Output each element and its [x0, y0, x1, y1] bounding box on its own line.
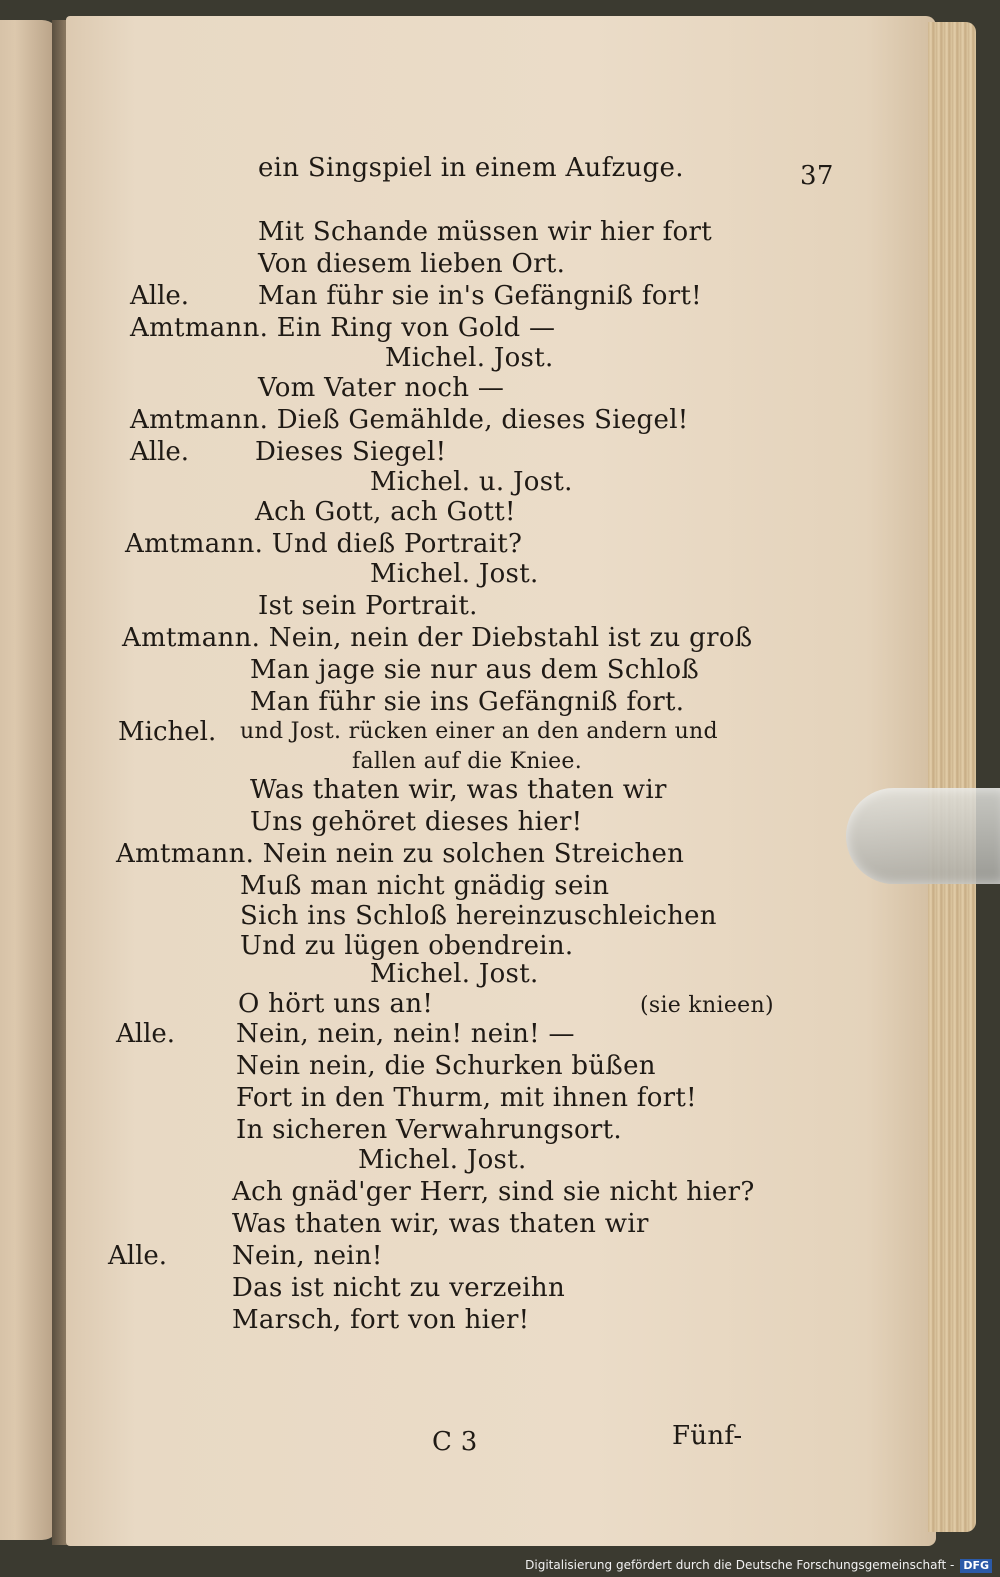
- dfg-logo: DFG: [960, 1559, 992, 1573]
- stage-direction: (sie knieen): [640, 993, 774, 1018]
- page-number: 37: [800, 161, 834, 191]
- verse-line: Nein nein, die Schurken büßen: [236, 1051, 656, 1081]
- verse-line: Und zu lügen obendrein.: [240, 931, 574, 961]
- verse-line: Muß man nicht gnädig sein: [240, 871, 610, 901]
- verse-line: Dieses Siegel!: [255, 437, 447, 467]
- speaker-label: Alle.: [130, 437, 190, 467]
- verse-line: Man jage sie nur aus dem Schloß: [250, 655, 700, 685]
- speaker-label: Alle.: [108, 1241, 168, 1271]
- verse-line: Man führ sie ins Gefängniß fort.: [250, 687, 685, 717]
- verse-line: Ach gnäd'ger Herr, sind sie nicht hier?: [232, 1177, 755, 1207]
- verse-line: Sich ins Schloß hereinzuschleichen: [240, 901, 717, 931]
- speaker-label: Alle.: [130, 281, 190, 311]
- digitization-credit: [525, 1555, 992, 1575]
- verse-line: Marsch, fort von hier!: [232, 1305, 530, 1335]
- speaker-heading: Michel. u. Jost.: [370, 467, 573, 497]
- verse-line: Vom Vater noch —: [258, 373, 505, 403]
- speaker-heading: Michel. Jost.: [358, 1145, 527, 1175]
- speaker-heading: Michel. Jost.: [370, 959, 539, 989]
- verse-line: Was thaten wir, was thaten wir: [232, 1209, 649, 1239]
- verse-line: Amtmann. Ein Ring von Gold —: [130, 313, 556, 343]
- stage-direction-line: und Jost. rücken einer an den andern und: [240, 719, 718, 744]
- verse-line: Fort in den Thurm, mit ihnen fort!: [236, 1083, 697, 1113]
- credit-text: Digitalisierung gefördert durch die Deutsche Forschungsgemeinschaft -: [525, 1558, 955, 1572]
- speaker-heading: Michel. Jost.: [370, 559, 539, 589]
- speaker-label: Alle.: [116, 1019, 176, 1049]
- verse-line: O hört uns an!: [238, 989, 434, 1019]
- verse-line: Ach Gott, ach Gott!: [255, 497, 516, 527]
- verse-line: In sicheren Verwahrungsort.: [236, 1115, 622, 1145]
- verse-line: Man führ sie in's Gefängniß fort!: [258, 281, 702, 311]
- verse-line: Uns gehöret dieses hier!: [250, 807, 583, 837]
- catchword: Fünf-: [672, 1421, 743, 1451]
- verse-line: Amtmann. Dieß Gemählde, dieses Siegel!: [130, 405, 689, 435]
- running-head: ein Singspiel in einem Aufzuge.: [258, 153, 684, 183]
- verse-line: Von diesem lieben Ort.: [258, 249, 566, 279]
- verse-line: Mit Schande müssen wir hier fort: [258, 217, 712, 247]
- speaker-heading: Michel. Jost.: [385, 343, 554, 373]
- verse-line: Ist sein Portrait.: [258, 591, 478, 621]
- verse-line: Amtmann. Nein nein zu solchen Streichen: [116, 839, 685, 869]
- signature-mark: C 3: [432, 1427, 478, 1457]
- verse-line: Das ist nicht zu verzeihn: [232, 1273, 566, 1303]
- verse-line: Amtmann. Nein, nein der Diebstahl ist zu groß: [122, 623, 753, 653]
- stage-direction-line: fallen auf die Kniee.: [352, 749, 583, 774]
- verse-line: Amtmann. Und dieß Portrait?: [125, 529, 523, 559]
- verse-line: Was thaten wir, was thaten wir: [250, 775, 667, 805]
- verse-line: Nein, nein, nein! nein! —: [236, 1019, 575, 1049]
- speaker-label: Michel.: [118, 717, 217, 747]
- verse-line: Nein, nein!: [232, 1241, 383, 1271]
